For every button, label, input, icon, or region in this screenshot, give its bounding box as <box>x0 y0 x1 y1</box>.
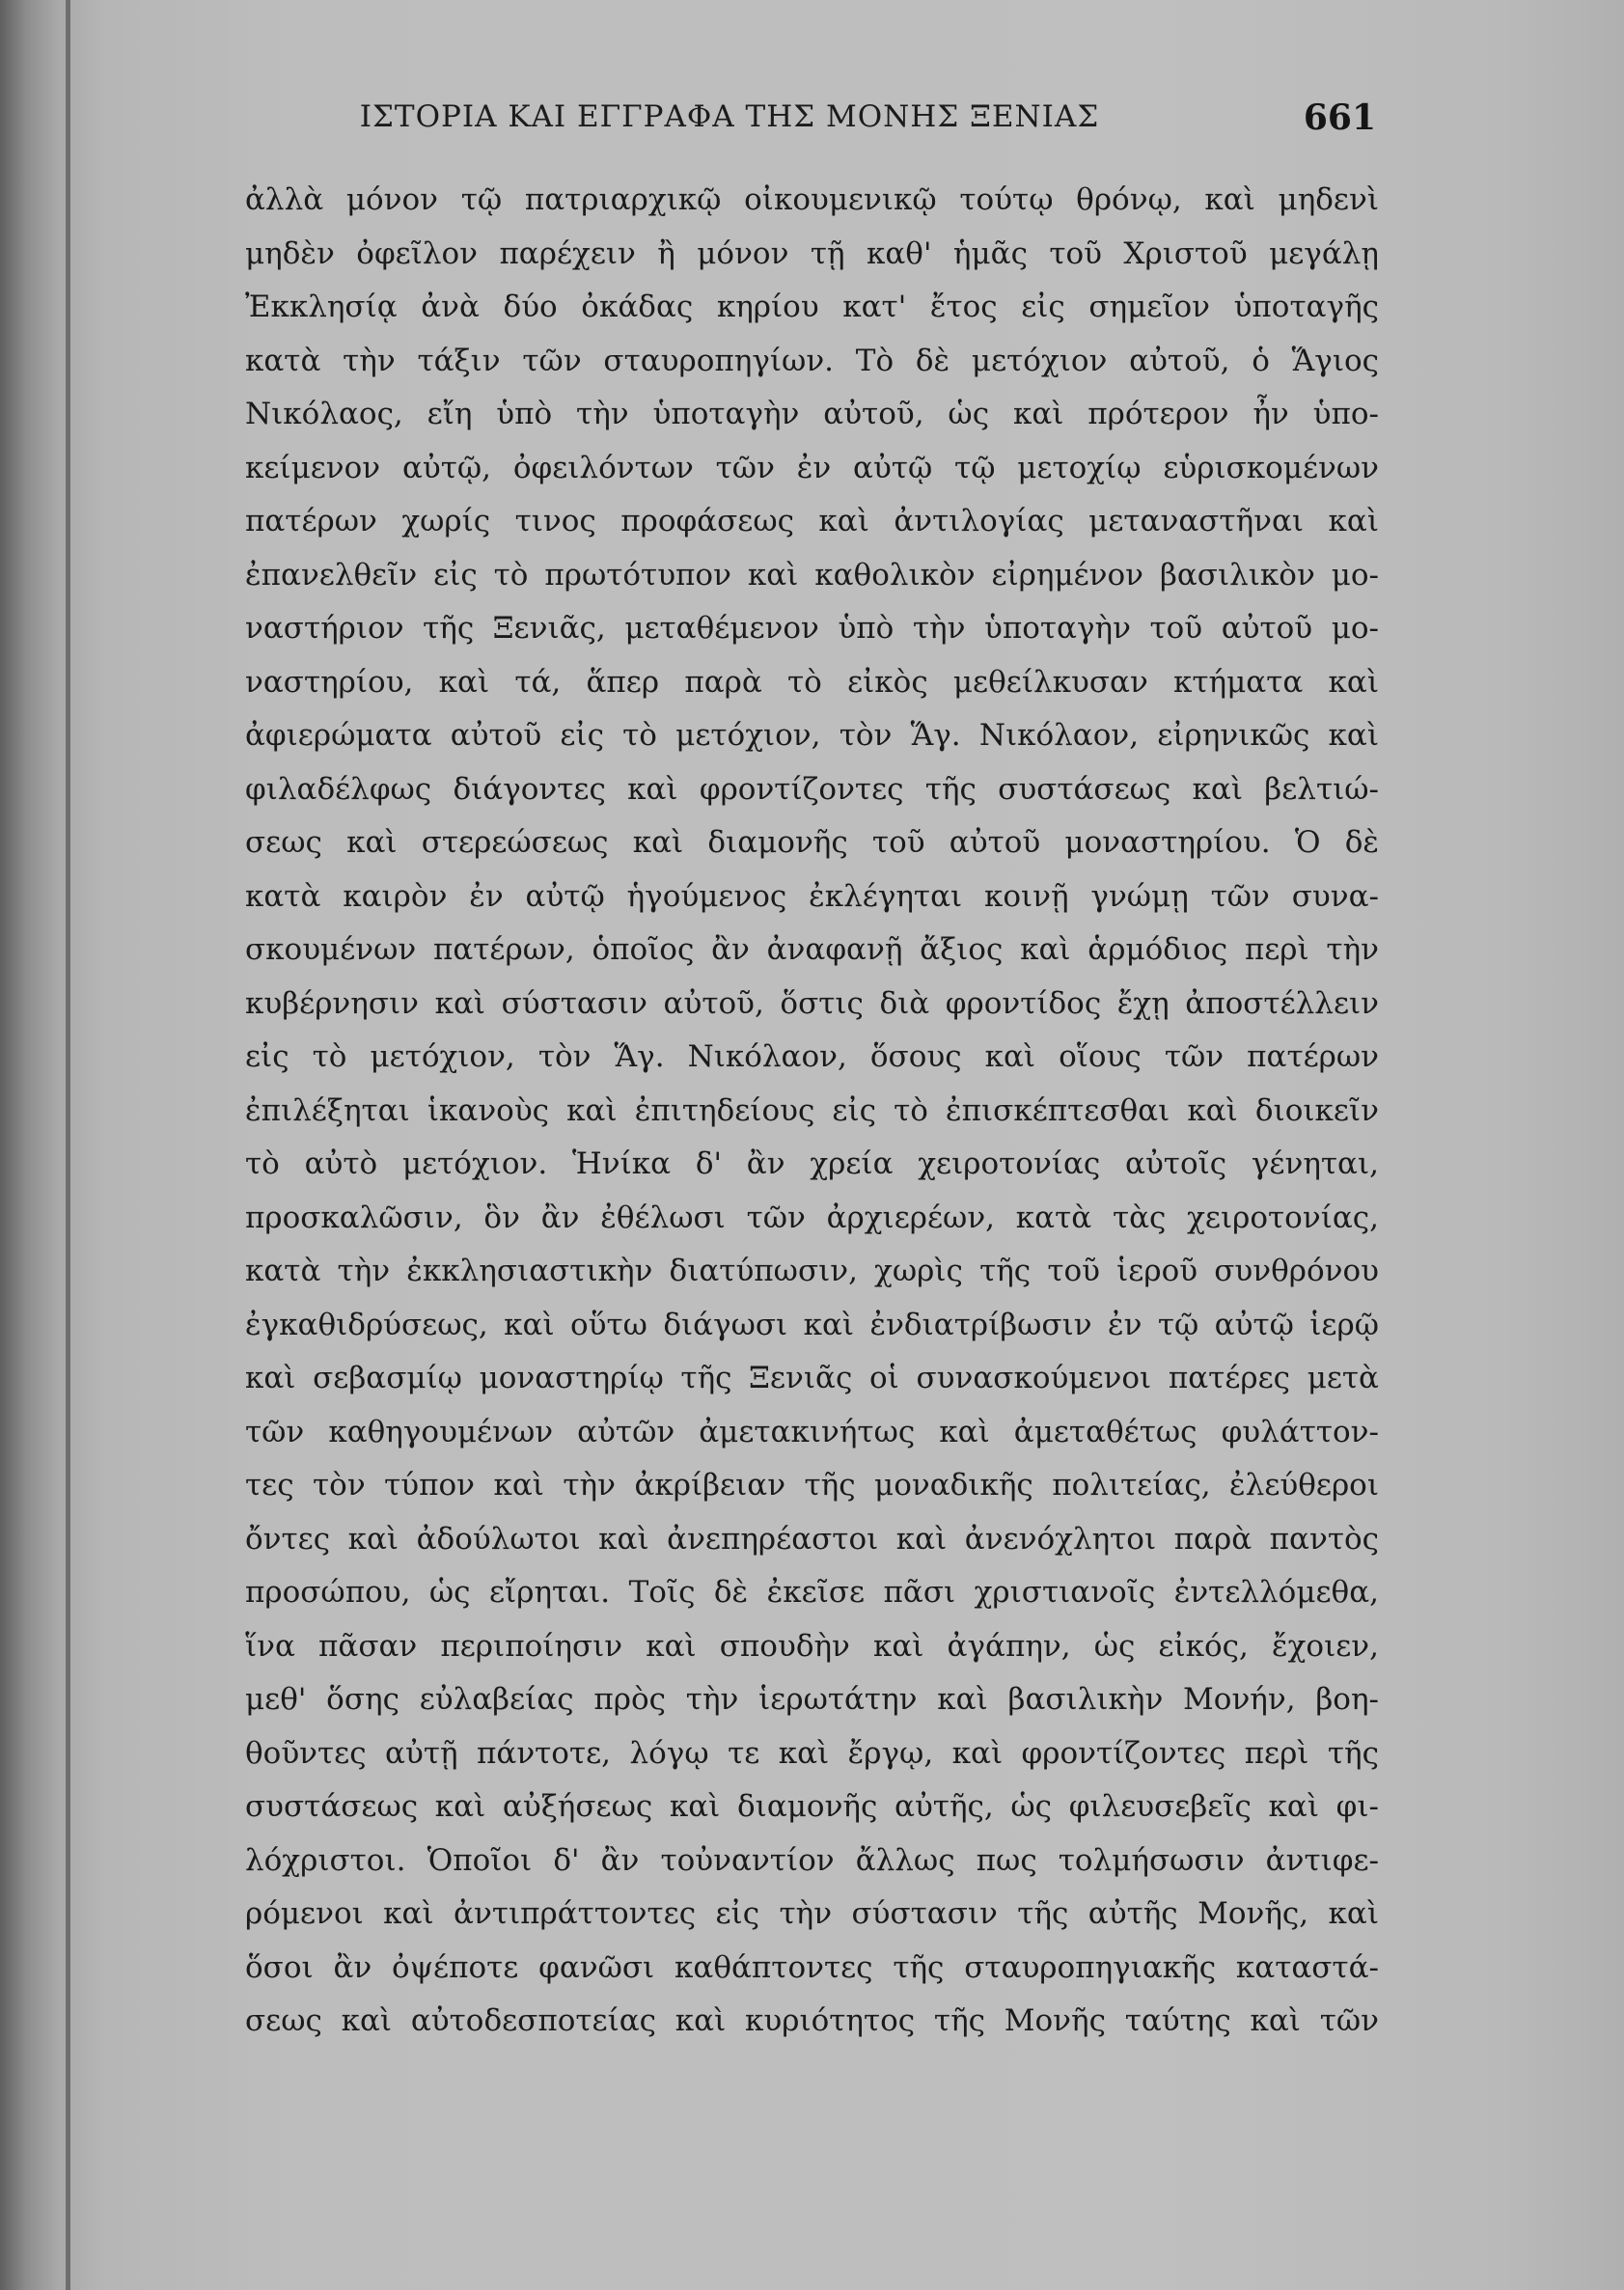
text-line: σεως καὶ στερεώσεως καὶ διαμονῆς τοῦ αὐτοῦ μοναστηρίου. Ὁ δὲ <box>245 825 1379 860</box>
text-line: σκουμένων πατέρων, ὁποῖος ἂν ἀναφανῇ ἄξιος καὶ ἁρμόδιος περὶ τὴν <box>245 932 1379 967</box>
page-header <box>247 99 1376 157</box>
text-line: τὸ αὐτὸ μετόχιον. Ἡνίκα δ' ἂν χρεία χειροτονίας αὐτοῖς γένηται, <box>245 1146 1379 1181</box>
text-line: ἵνα πᾶσαν περιποίησιν καὶ σπουδὴν καὶ ἀγάπην, ὡς εἰκός, ἔχοιεν, <box>245 1628 1379 1664</box>
text-line: φιλαδέλφως διάγοντες καὶ φροντίζοντες τῆς συστάσεως καὶ βελτιώ- <box>245 771 1379 807</box>
text-line: τες τὸν τύπον καὶ τὴν ἀκρίβειαν τῆς μοναδικῆς πολιτείας, ἐλεύθεροι <box>245 1468 1379 1503</box>
text-line: κείμενον αὐτῷ, ὀφειλόντων τῶν ἐν αὐτῷ τῷ μετοχίῳ εὑρισκομένων <box>245 450 1379 485</box>
text-line: ἀλλὰ μόνον τῷ πατριαρχικῷ οἰκουμενικῷ τούτῳ θρόνῳ, καὶ μηδενὶ <box>245 182 1379 217</box>
text-line: λόχριστοι. Ὁποῖοι δ' ἂν τοὐναντίον ἄλλως πως τολμήσωσιν ἀντιφε- <box>245 1842 1379 1878</box>
text-line: σεως καὶ αὐτοδεσποτείας καὶ κυριότητος τῆς Μονῆς ταύτης καὶ τῶν <box>245 2003 1379 2038</box>
running-title: ΙΣΤΟΡΙΑ ΚΑΙ ΕΓΓΡΑΦΑ ΤΗΣ ΜΟΝΗΣ ΞΕΝΙΑΣ <box>359 99 1100 134</box>
text-line: ἐπανελθεῖν εἰς τὸ πρωτότυπον καὶ καθολικὸν εἰρημένον βασιλικὸν μο- <box>245 557 1379 593</box>
text-line: ναστήριον τῆς Ξενιᾶς, μεταθέμενον ὑπὸ τὴν ὑποταγὴν τοῦ αὐτοῦ μο- <box>245 611 1379 646</box>
binding-gutter-shadow <box>66 0 70 2290</box>
text-line: μηδὲν ὀφεῖλον παρέχειν ἢ μόνον τῇ καθ' ἡμᾶς τοῦ Χριστοῦ μεγάλῃ <box>245 235 1379 271</box>
body-text <box>245 174 1379 2049</box>
text-line: Νικόλαος, εἴη ὑπὸ τὴν ὑποταγὴν αὐτοῦ, ὡς καὶ πρότερον ἦν ὑπο- <box>245 397 1379 431</box>
text-line: ὄντες καὶ ἀδούλωτοι καὶ ἀνεπηρέαστοι καὶ ἀνενόχλητοι παρὰ παντὸς <box>245 1521 1379 1557</box>
text-line: κατὰ τὴν ἐκκλησιαστικὴν διατύπωσιν, χωρὶς τῆς τοῦ ἱεροῦ συνθρόνου <box>245 1254 1379 1288</box>
text-line: προσώπου, ὡς εἴρηται. Τοῖς δὲ ἐκεῖσε πᾶσι χριστιανοῖς ἐντελλόμεθα, <box>245 1575 1379 1610</box>
text-line: συστάσεως καὶ αὐξήσεως καὶ διαμονῆς αὐτῆς, ὡς φιλευσεβεῖς καὶ φι- <box>245 1789 1379 1824</box>
text-line: καὶ σεβασμίῳ μοναστηρίῳ τῆς Ξενιᾶς οἱ συνασκούμενοι πατέρες μετὰ <box>245 1361 1379 1395</box>
text-line: κατὰ καιρὸν ἐν αὐτῷ ἡγούμενος ἐκλέγηται κοινῇ γνώμῃ τῶν συνα- <box>245 878 1379 914</box>
page-number: 661 <box>1303 97 1376 138</box>
text-line: τῶν καθηγουμένων αὐτῶν ἀμετακινήτως καὶ ἀμεταθέτως φυλάττον- <box>245 1414 1379 1449</box>
text-line: ὅσοι ἂν ὀψέποτε φανῶσι καθάπτοντες τῆς σταυροπηγιακῆς καταστά- <box>245 1949 1379 1985</box>
text-line: θοῦντες αὐτῇ πάντοτε, λόγῳ τε καὶ ἔργῳ, καὶ φροντίζοντες περὶ τῆς <box>245 1735 1379 1771</box>
text-line: ἐγκαθιδρύσεως, καὶ οὕτω διάγωσι καὶ ἐνδιατρίβωσιν ἐν τῷ αὐτῷ ἱερῷ <box>245 1307 1379 1342</box>
text-line: μεθ' ὅσης εὐλαβείας πρὸς τὴν ἱερωτάτην καὶ βασιλικὴν Μονήν, βοη- <box>245 1682 1379 1717</box>
text-line: ἀφιερώματα αὐτοῦ εἰς τὸ μετόχιον, τὸν Ἅγ. Νικόλαον, εἰρηνικῶς καὶ <box>245 718 1379 753</box>
text-line: Ἐκκλησίᾳ ἀνὰ δύο ὀκάδας κηρίου κατ' ἔτος εἰς σημεῖον ὑποταγῆς <box>245 290 1379 324</box>
text-line: κατὰ τὴν τάξιν τῶν σταυροπηγίων. Τὸ δὲ μετόχιον αὐτοῦ, ὁ Ἅγιος <box>245 343 1379 378</box>
text-line: ναστηρίου, καὶ τά, ἅπερ παρὰ τὸ εἰκὸς μεθείλκυσαν κτήματα καὶ <box>245 664 1379 700</box>
text-line: ρόμενοι καὶ ἀντιπράττοντες εἰς τὴν σύστασιν τῆς αὐτῆς Μονῆς, καὶ <box>245 1896 1379 1931</box>
text-line: πατέρων χωρίς τινος προφάσεως καὶ ἀντιλογίας μεταναστῆναι καὶ <box>245 504 1379 538</box>
text-line: εἰς τὸ μετόχιον, τὸν Ἅγ. Νικόλαον, ὅσους καὶ οἵους τῶν πατέρων <box>245 1039 1379 1074</box>
text-line: κυβέρνησιν καὶ σύστασιν αὐτοῦ, ὅστις διὰ φροντίδος ἔχῃ ἀποστέλλειν <box>245 985 1379 1021</box>
text-line: προσκαλῶσιν, ὃν ἂν ἐθέλωσι τῶν ἀρχιερέων, κατὰ τὰς χειροτονίας, <box>245 1200 1379 1235</box>
text-line: ἐπιλέξηται ἱκανοὺς καὶ ἐπιτηδείους εἰς τὸ ἐπισκέπτεσθαι καὶ διοικεῖν <box>245 1092 1379 1128</box>
